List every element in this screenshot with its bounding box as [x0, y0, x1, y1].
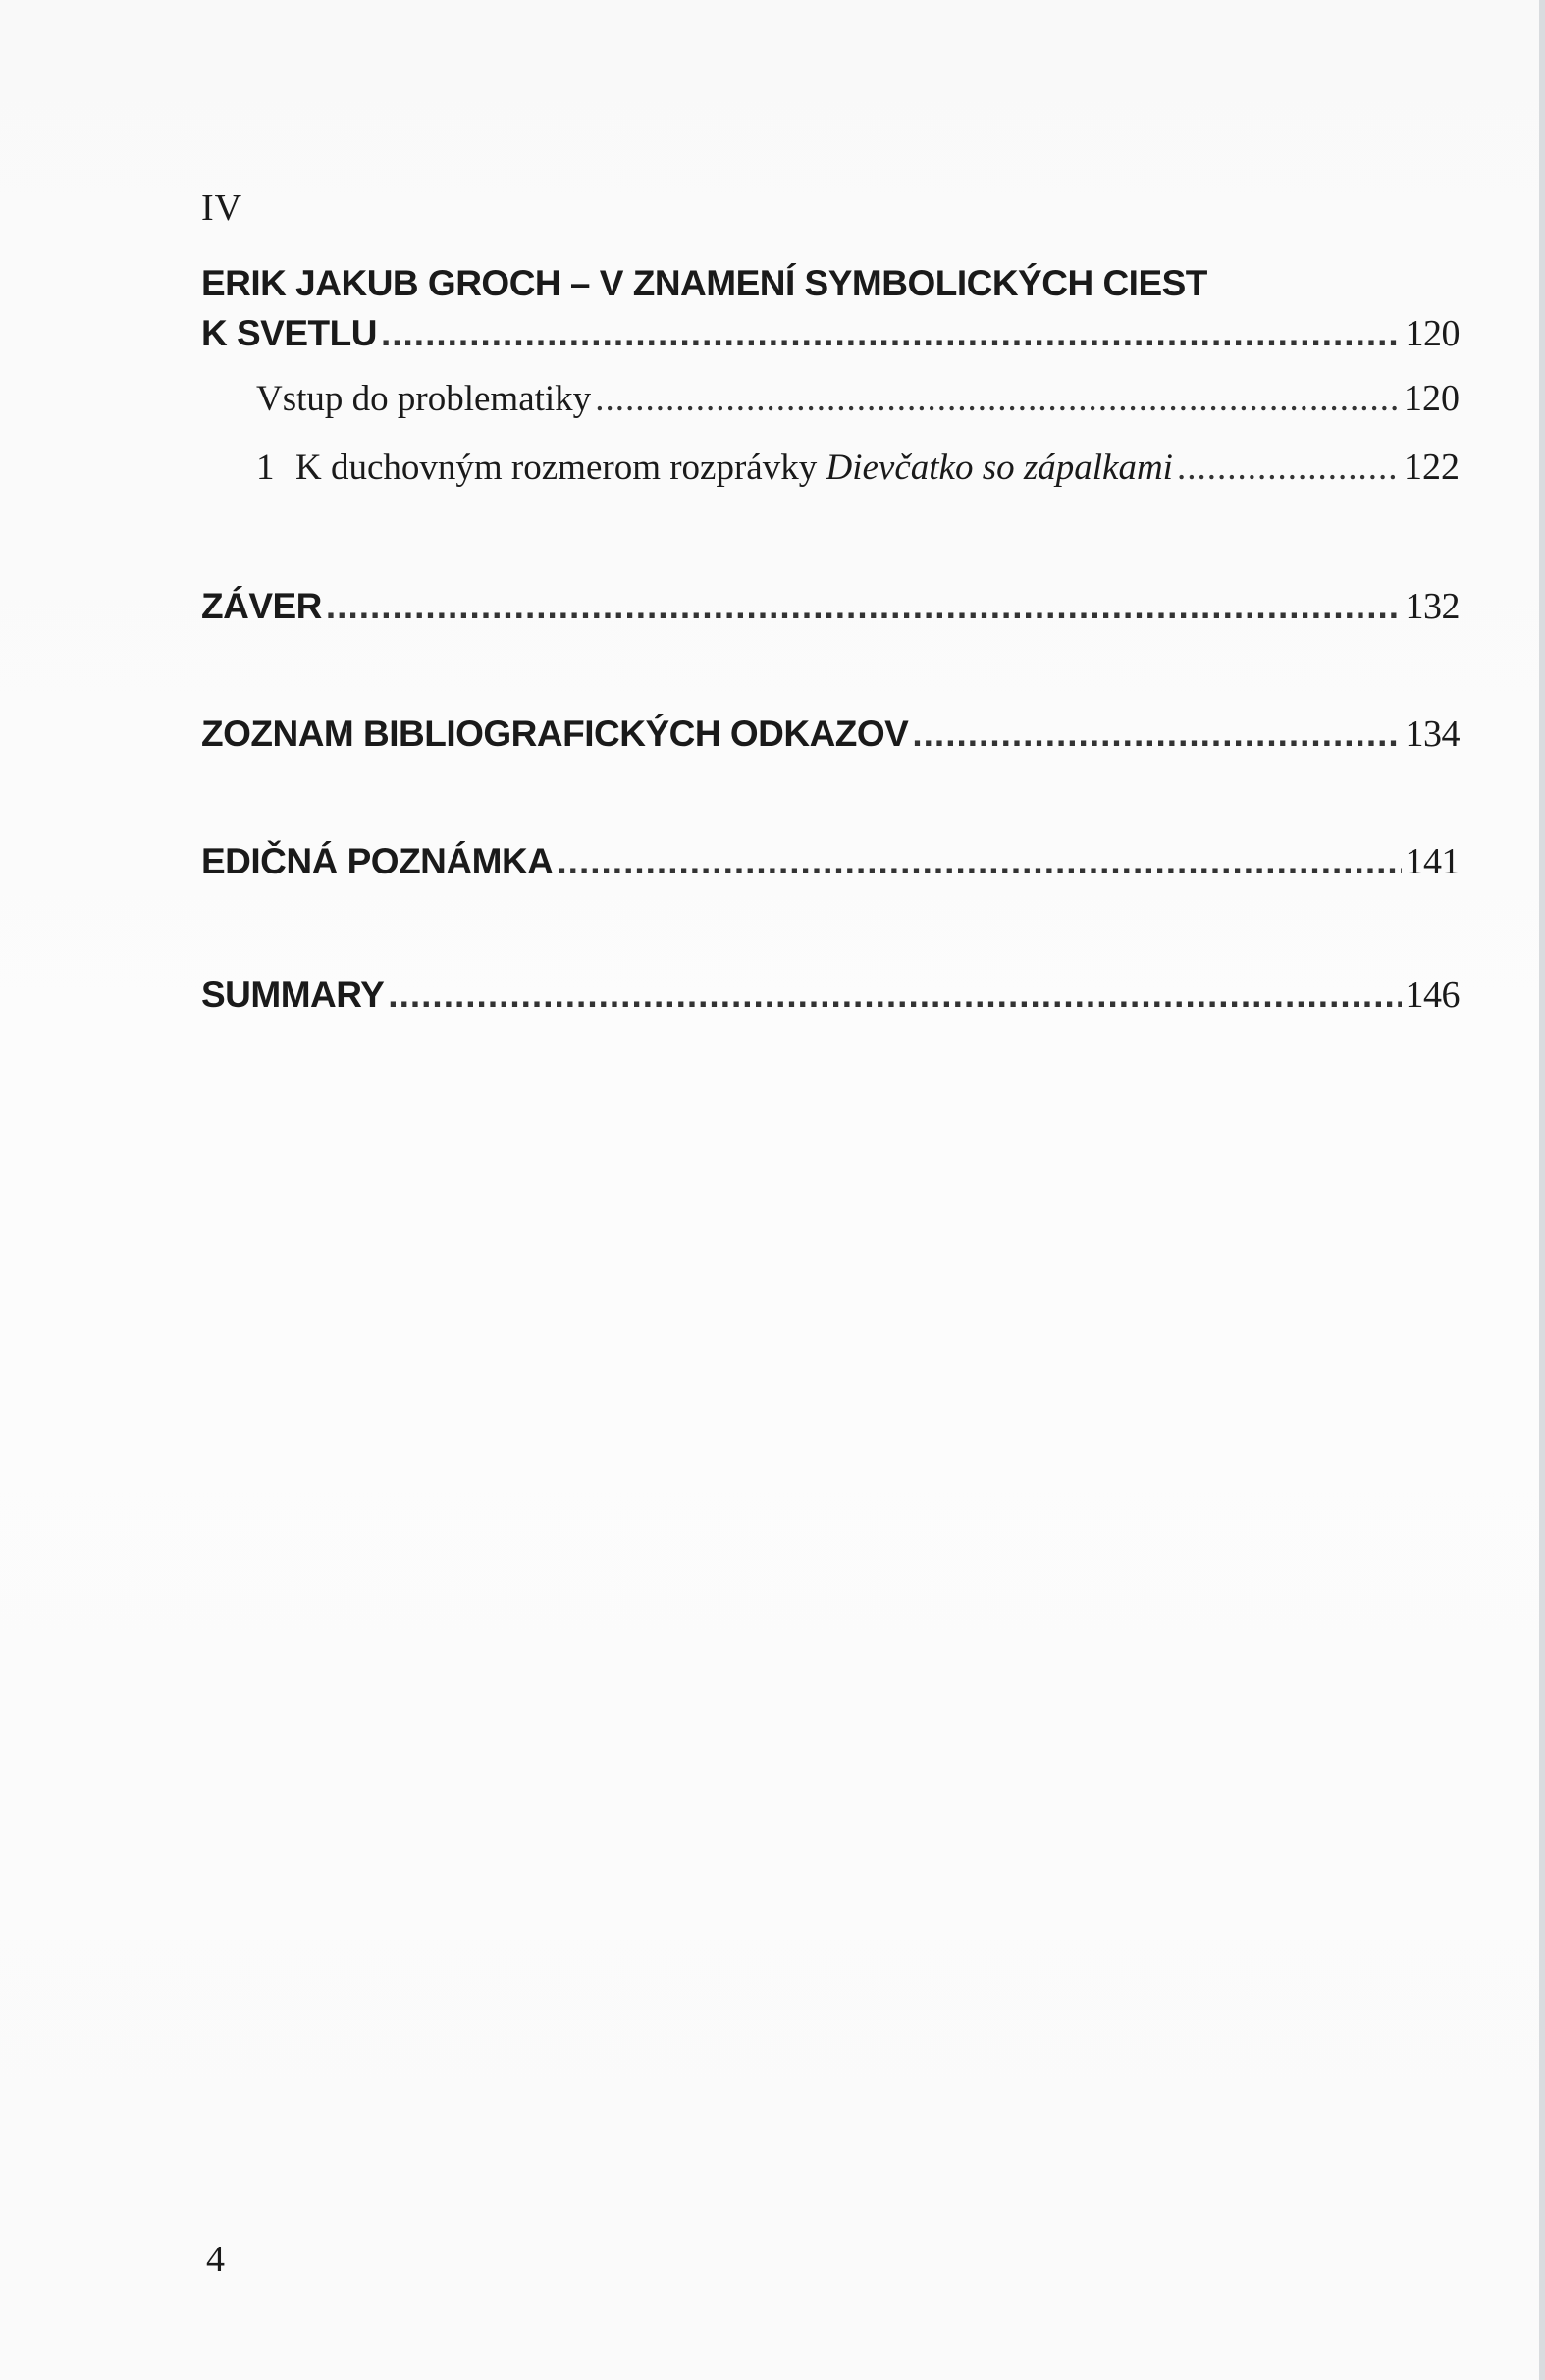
page-number: 141 — [1405, 841, 1460, 882]
dot-leader — [912, 714, 1401, 755]
page-edge — [1539, 0, 1545, 2380]
toc-entry-edicna-poznamka[interactable] — [201, 840, 1460, 974]
dot-leader — [557, 841, 1401, 882]
toc-entry-zaver[interactable] — [201, 585, 1460, 713]
page-number: 134 — [1405, 714, 1460, 755]
entry-label — [256, 378, 591, 420]
part-title-line-2: K SVETLU — [201, 313, 377, 353]
dot-leader — [1177, 447, 1400, 489]
part-title-line-1: ERIK JAKUB GROCH – V ZNAMENÍ SYMBOLICKÝCH CIEST — [201, 263, 1207, 303]
entry-label: ZOZNAM BIBLIOGRAFICKÝCH ODKAZOV — [201, 714, 909, 754]
dot-leader — [388, 975, 1401, 1016]
page-number: 122 — [1404, 447, 1460, 488]
page-number: 146 — [1405, 975, 1460, 1016]
entry-label: EDIČNÁ POZNÁMKA — [201, 841, 554, 881]
table-of-contents — [201, 186, 1460, 1042]
entry-label: ZÁVER — [201, 586, 322, 626]
page-number: 120 — [1404, 378, 1460, 419]
entry-label-text: K duchovným rozmerom rozprávky — [295, 448, 826, 488]
toc-entry-zoznam[interactable] — [201, 713, 1460, 840]
part-number: IV — [201, 187, 243, 229]
entry-label: SUMMARY — [201, 975, 385, 1015]
chapter-number: 1 — [256, 448, 275, 488]
toc-entry-vstup[interactable] — [201, 377, 1460, 446]
page-number: 120 — [1405, 313, 1460, 354]
entry-label — [256, 447, 1173, 489]
folio-page-number: 4 — [206, 2239, 225, 2280]
page-number: 132 — [1405, 586, 1460, 627]
entry-label-italic: Dievčatko so zápalkami — [826, 448, 1173, 488]
toc-entry-part-title[interactable] — [201, 312, 1460, 377]
entry-label-text: Vstup do problematiky — [256, 379, 592, 419]
dot-leader — [381, 313, 1402, 354]
toc-entry-chapter-1[interactable] — [201, 446, 1460, 514]
toc-entry-summary[interactable] — [201, 974, 1460, 1042]
dot-leader — [595, 378, 1400, 420]
dot-leader — [326, 586, 1402, 627]
